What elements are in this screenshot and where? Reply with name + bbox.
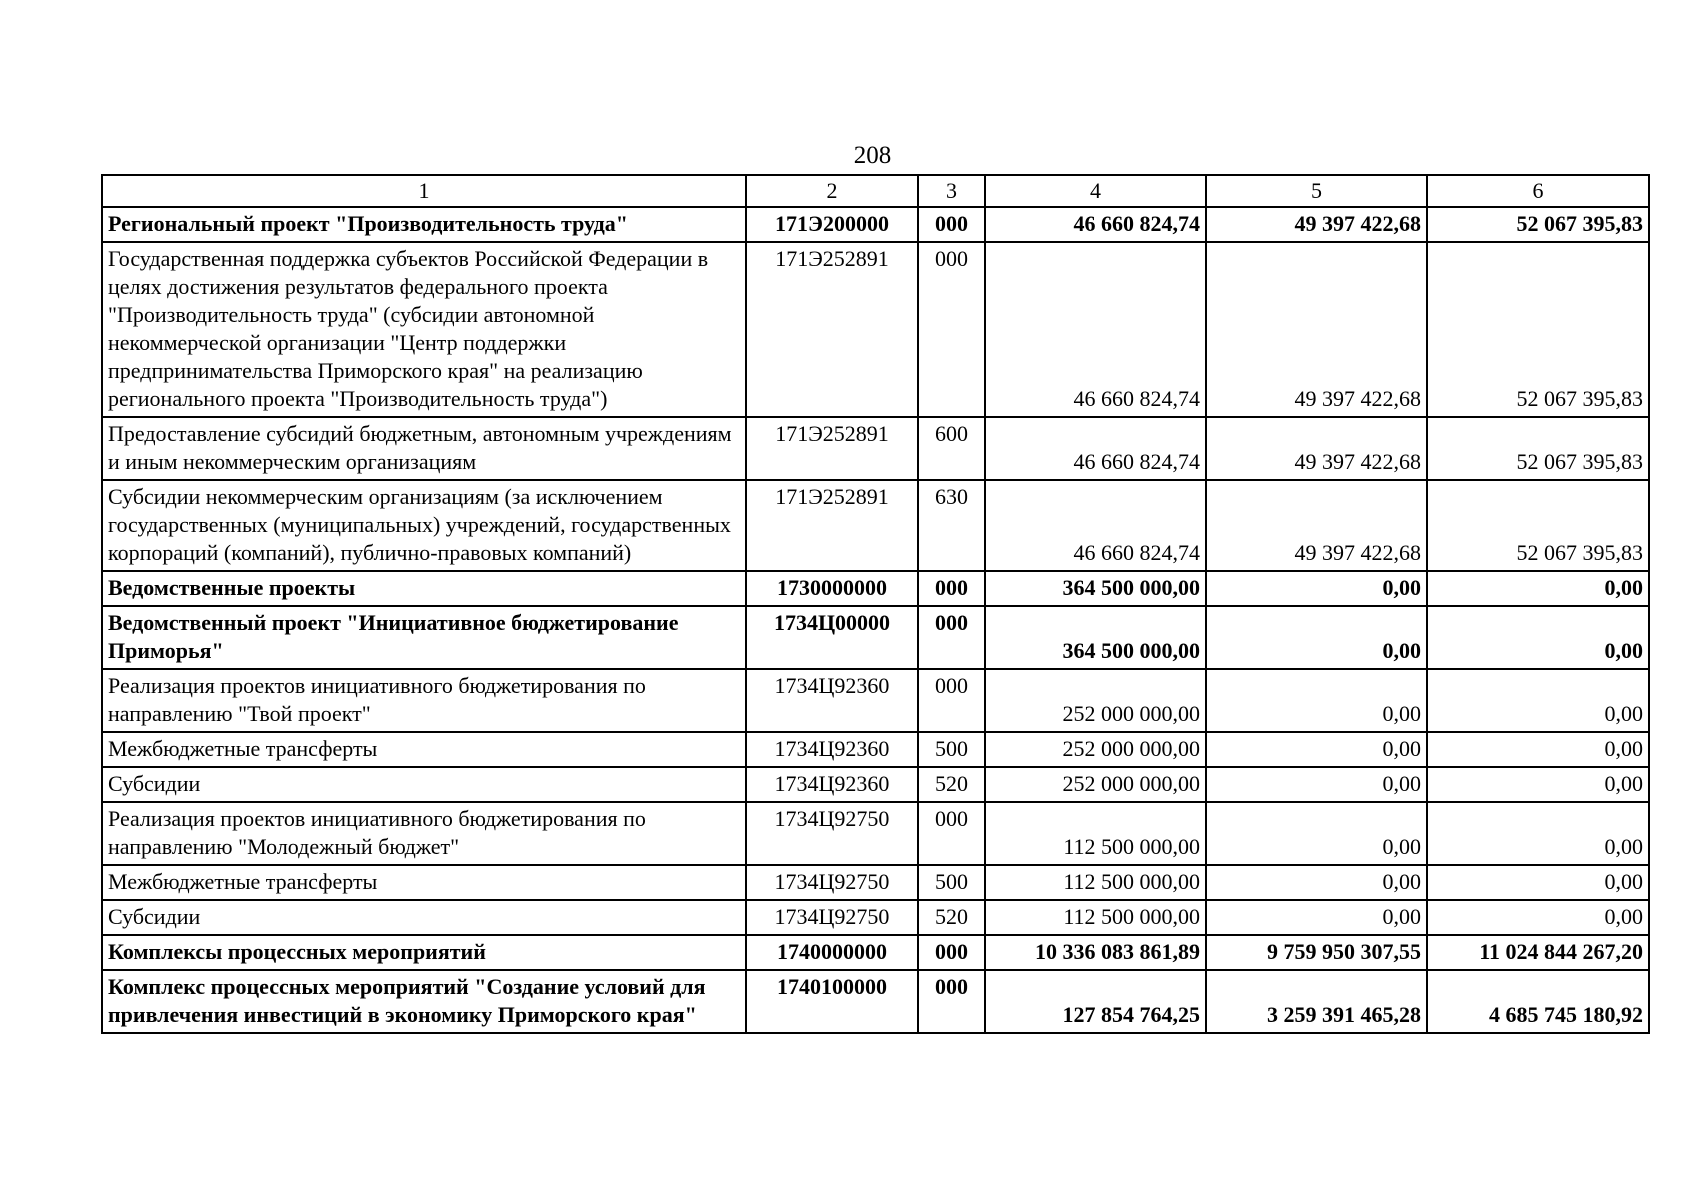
row-name: Реализация проектов инициативного бюджетирования по направлению "Твой проект" [102,669,746,732]
table-row [102,242,1649,417]
row-name: Государственная поддержка субъектов Российской Федерации в целях достижения результатов федерального проекта "Производительность труда" (субсидии автономной некоммерческой организации "Центр поддержки предпринимательства Приморского края" на реализацию регионального проекта "Производительность труда") [102,242,746,417]
target-article-code: 1734Ц92360 [746,732,918,767]
amount-column-4: 46 660 824,74 [985,417,1206,480]
amount-column-4: 112 500 000,00 [985,802,1206,865]
target-article-code: 1730000000 [746,571,918,606]
row-name: Комплексы процессных мероприятий [102,935,746,970]
row-name: Субсидии [102,767,746,802]
row-name: Ведомственный проект "Инициативное бюджетирование Приморья" [102,606,746,669]
amount-column-4: 127 854 764,25 [985,970,1206,1033]
amount-column-6: 52 067 395,83 [1427,242,1649,417]
amount-column-5: 0,00 [1206,732,1427,767]
table-row [102,970,1649,1033]
amount-column-4: 252 000 000,00 [985,732,1206,767]
target-article-code: 1740000000 [746,935,918,970]
table-row [102,802,1649,865]
column-header: 6 [1427,175,1649,207]
table-row [102,900,1649,935]
target-article-code: 171Э252891 [746,242,918,417]
table-row [102,606,1649,669]
expense-type-code: 000 [918,571,985,606]
amount-column-5: 0,00 [1206,865,1427,900]
table-row [102,669,1649,732]
amount-column-4: 364 500 000,00 [985,606,1206,669]
amount-column-5: 0,00 [1206,900,1427,935]
row-name: Субсидии некоммерческим организациям (за исключением государственных (муниципальных) учреждений, государственных корпораций (компаний), публично-правовых компаний) [102,480,746,571]
amount-column-5: 49 397 422,68 [1206,242,1427,417]
page-number: 208 [853,142,892,169]
column-number-row [102,175,1649,207]
amount-column-4: 46 660 824,74 [985,242,1206,417]
row-name: Региональный проект "Производительность труда" [102,207,746,242]
target-article-code: 1734Ц92360 [746,669,918,732]
amount-column-4: 252 000 000,00 [985,767,1206,802]
amount-column-6: 0,00 [1427,767,1649,802]
amount-column-6: 0,00 [1427,865,1649,900]
amount-column-6: 52 067 395,83 [1427,207,1649,242]
amount-column-6: 4 685 745 180,92 [1427,970,1649,1033]
expense-type-code: 000 [918,242,985,417]
column-header: 3 [918,175,985,207]
amount-column-4: 10 336 083 861,89 [985,935,1206,970]
expense-type-code: 000 [918,606,985,669]
amount-column-6: 52 067 395,83 [1427,417,1649,480]
expense-type-code: 600 [918,417,985,480]
table-row [102,767,1649,802]
row-name: Предоставление субсидий бюджетным, автономным учреждениям и иным некоммерческим организациям [102,417,746,480]
amount-column-6: 0,00 [1427,900,1649,935]
amount-column-5: 0,00 [1206,767,1427,802]
expense-type-code: 000 [918,935,985,970]
amount-column-5: 3 259 391 465,28 [1206,970,1427,1033]
target-article-code: 1734Ц00000 [746,606,918,669]
amount-column-4: 46 660 824,74 [985,480,1206,571]
column-header: 5 [1206,175,1427,207]
amount-column-5: 0,00 [1206,669,1427,732]
amount-column-5: 49 397 422,68 [1206,207,1427,242]
target-article-code: 171Э252891 [746,480,918,571]
amount-column-5: 49 397 422,68 [1206,417,1427,480]
amount-column-5: 0,00 [1206,606,1427,669]
amount-column-6: 0,00 [1427,732,1649,767]
expense-type-code: 000 [918,207,985,242]
target-article-code: 171Э252891 [746,417,918,480]
amount-column-5: 9 759 950 307,55 [1206,935,1427,970]
expense-type-code: 000 [918,669,985,732]
amount-column-4: 252 000 000,00 [985,669,1206,732]
target-article-code: 1734Ц92750 [746,802,918,865]
expense-type-code: 520 [918,900,985,935]
table-row [102,865,1649,900]
table-row [102,571,1649,606]
amount-column-6: 0,00 [1427,606,1649,669]
amount-column-5: 49 397 422,68 [1206,480,1427,571]
target-article-code: 1734Ц92360 [746,767,918,802]
row-name: Межбюджетные трансферты [102,732,746,767]
column-header: 4 [985,175,1206,207]
table-row [102,732,1649,767]
column-header: 2 [746,175,918,207]
expense-type-code: 000 [918,970,985,1033]
amount-column-4: 112 500 000,00 [985,900,1206,935]
amount-column-6: 0,00 [1427,802,1649,865]
amount-column-4: 364 500 000,00 [985,571,1206,606]
budget-table [101,174,1650,1034]
column-header: 1 [102,175,746,207]
expense-type-code: 500 [918,732,985,767]
row-name: Субсидии [102,900,746,935]
amount-column-6: 11 024 844 267,20 [1427,935,1649,970]
amount-column-5: 0,00 [1206,571,1427,606]
expense-type-code: 630 [918,480,985,571]
amount-column-6: 0,00 [1427,571,1649,606]
target-article-code: 1740100000 [746,970,918,1033]
target-article-code: 171Э200000 [746,207,918,242]
table-row [102,207,1649,242]
amount-column-6: 52 067 395,83 [1427,480,1649,571]
table-row [102,417,1649,480]
row-name: Комплекс процессных мероприятий "Создание условий для привлечения инвестиций в экономику Приморского края" [102,970,746,1033]
amount-column-4: 46 660 824,74 [985,207,1206,242]
expense-type-code: 500 [918,865,985,900]
row-name: Межбюджетные трансферты [102,865,746,900]
amount-column-6: 0,00 [1427,669,1649,732]
amount-column-4: 112 500 000,00 [985,865,1206,900]
row-name: Реализация проектов инициативного бюджетирования по направлению "Молодежный бюджет" [102,802,746,865]
expense-type-code: 520 [918,767,985,802]
amount-column-5: 0,00 [1206,802,1427,865]
table-row [102,480,1649,571]
expense-type-code: 000 [918,802,985,865]
target-article-code: 1734Ц92750 [746,900,918,935]
table-row [102,935,1649,970]
row-name: Ведомственные проекты [102,571,746,606]
target-article-code: 1734Ц92750 [746,865,918,900]
